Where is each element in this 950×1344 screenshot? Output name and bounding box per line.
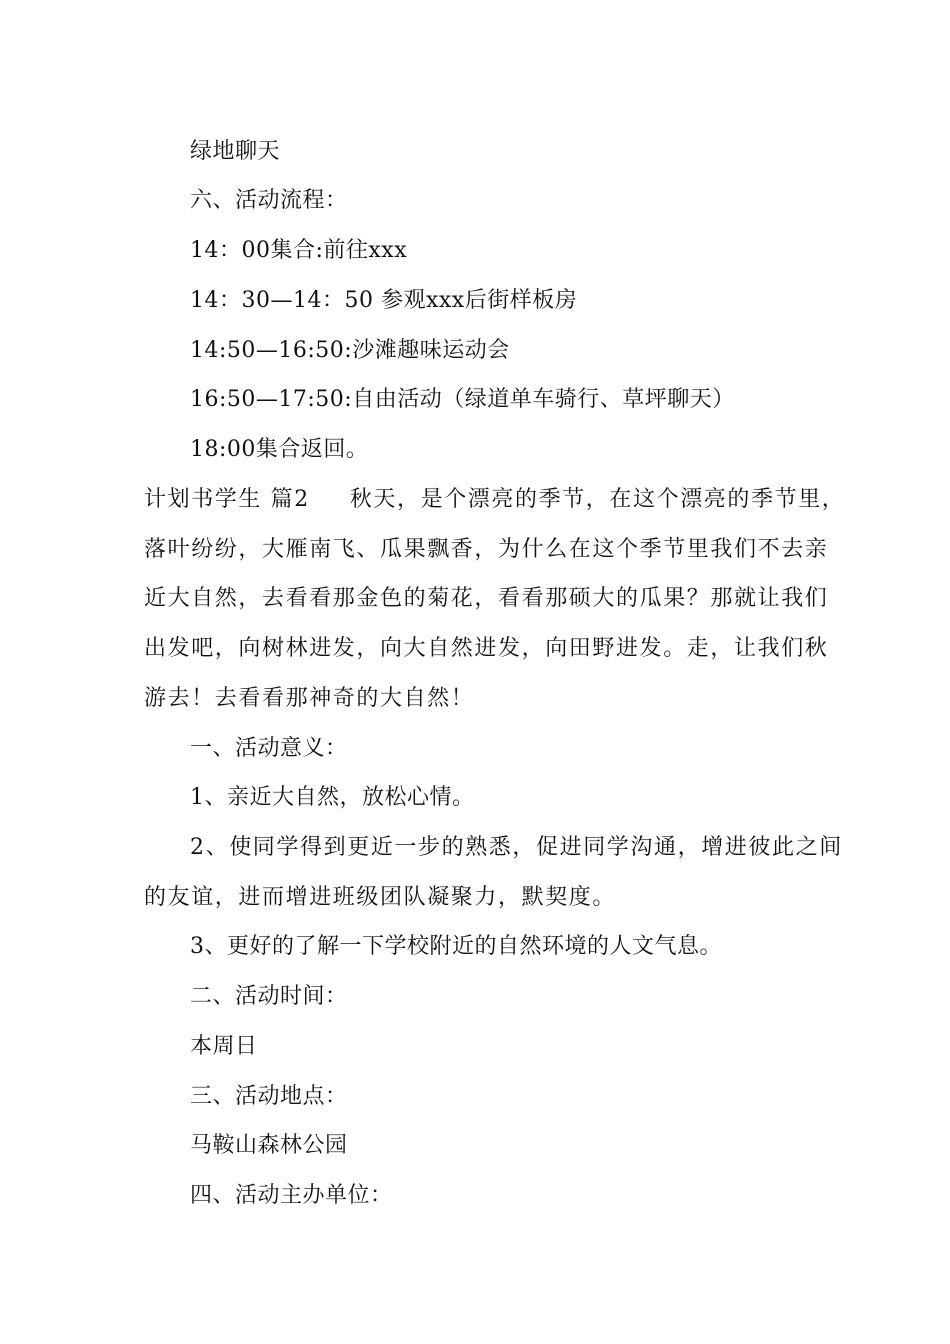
heading-activity-location: 三、活动地点： [190,1084,348,1109]
text-line-green-chat: 绿地聊天 [190,139,281,164]
activity-time-value: 本周日 [190,1034,258,1059]
meaning-item-3: 3、更好的了解一下学校附近的自然环境的人文气息。 [190,934,722,959]
section2-intro-text: 秋天，是个漂亮的季节，在这个漂亮的季节里， [349,487,846,512]
schedule-line-5: 18:00集合返回。 [190,437,369,462]
heading-activity-process: 六、活动流程： [190,188,348,213]
heading-activity-organizer: 四、活动主办单位： [190,1183,393,1208]
activity-location-value: 马鞍山森林公园 [190,1133,348,1158]
meaning-item-2: 2、使同学得到更近一步的熟悉，促进同学沟通，增进彼此之间 [190,835,843,860]
schedule-line-1: 14：00集合:前往xxx [190,238,408,263]
schedule-line-3: 14:50—16:50:沙滩趣味运动会 [190,338,510,363]
paragraph-line-1: 落叶纷纷，大雁南飞、瓜果飘香，为什么在这个季节里我们不去亲 [144,537,829,562]
section2-first-line [144,485,845,515]
schedule-line-4: 16:50—17:50:自由活动（绿道单车骑行、草坪聊天） [190,387,735,412]
schedule-line-2: 14：30—14：50 参观xxx后街样板房 [190,288,578,313]
meaning-item-1: 1、亲近大自然，放松心情。 [190,785,475,810]
meaning-item-2-cont: 的友谊，进而增进班级团队凝聚力，默契度。 [144,885,617,910]
heading-activity-time: 二、活动时间： [190,984,348,1009]
paragraph-line-4: 游去！去看看那神奇的大自然！ [144,686,475,711]
heading-activity-meaning: 一、活动意义： [190,736,348,761]
paragraph-line-2: 近大自然，去看看那金色的菊花，看看那硕大的瓜果？那就让我们 [144,586,829,611]
section2-heading: 计划书学生 篇2 [144,487,310,512]
paragraph-line-3: 出发吧，向树林进发，向大自然进发，向田野进发。走，让我们秋 [144,636,829,661]
